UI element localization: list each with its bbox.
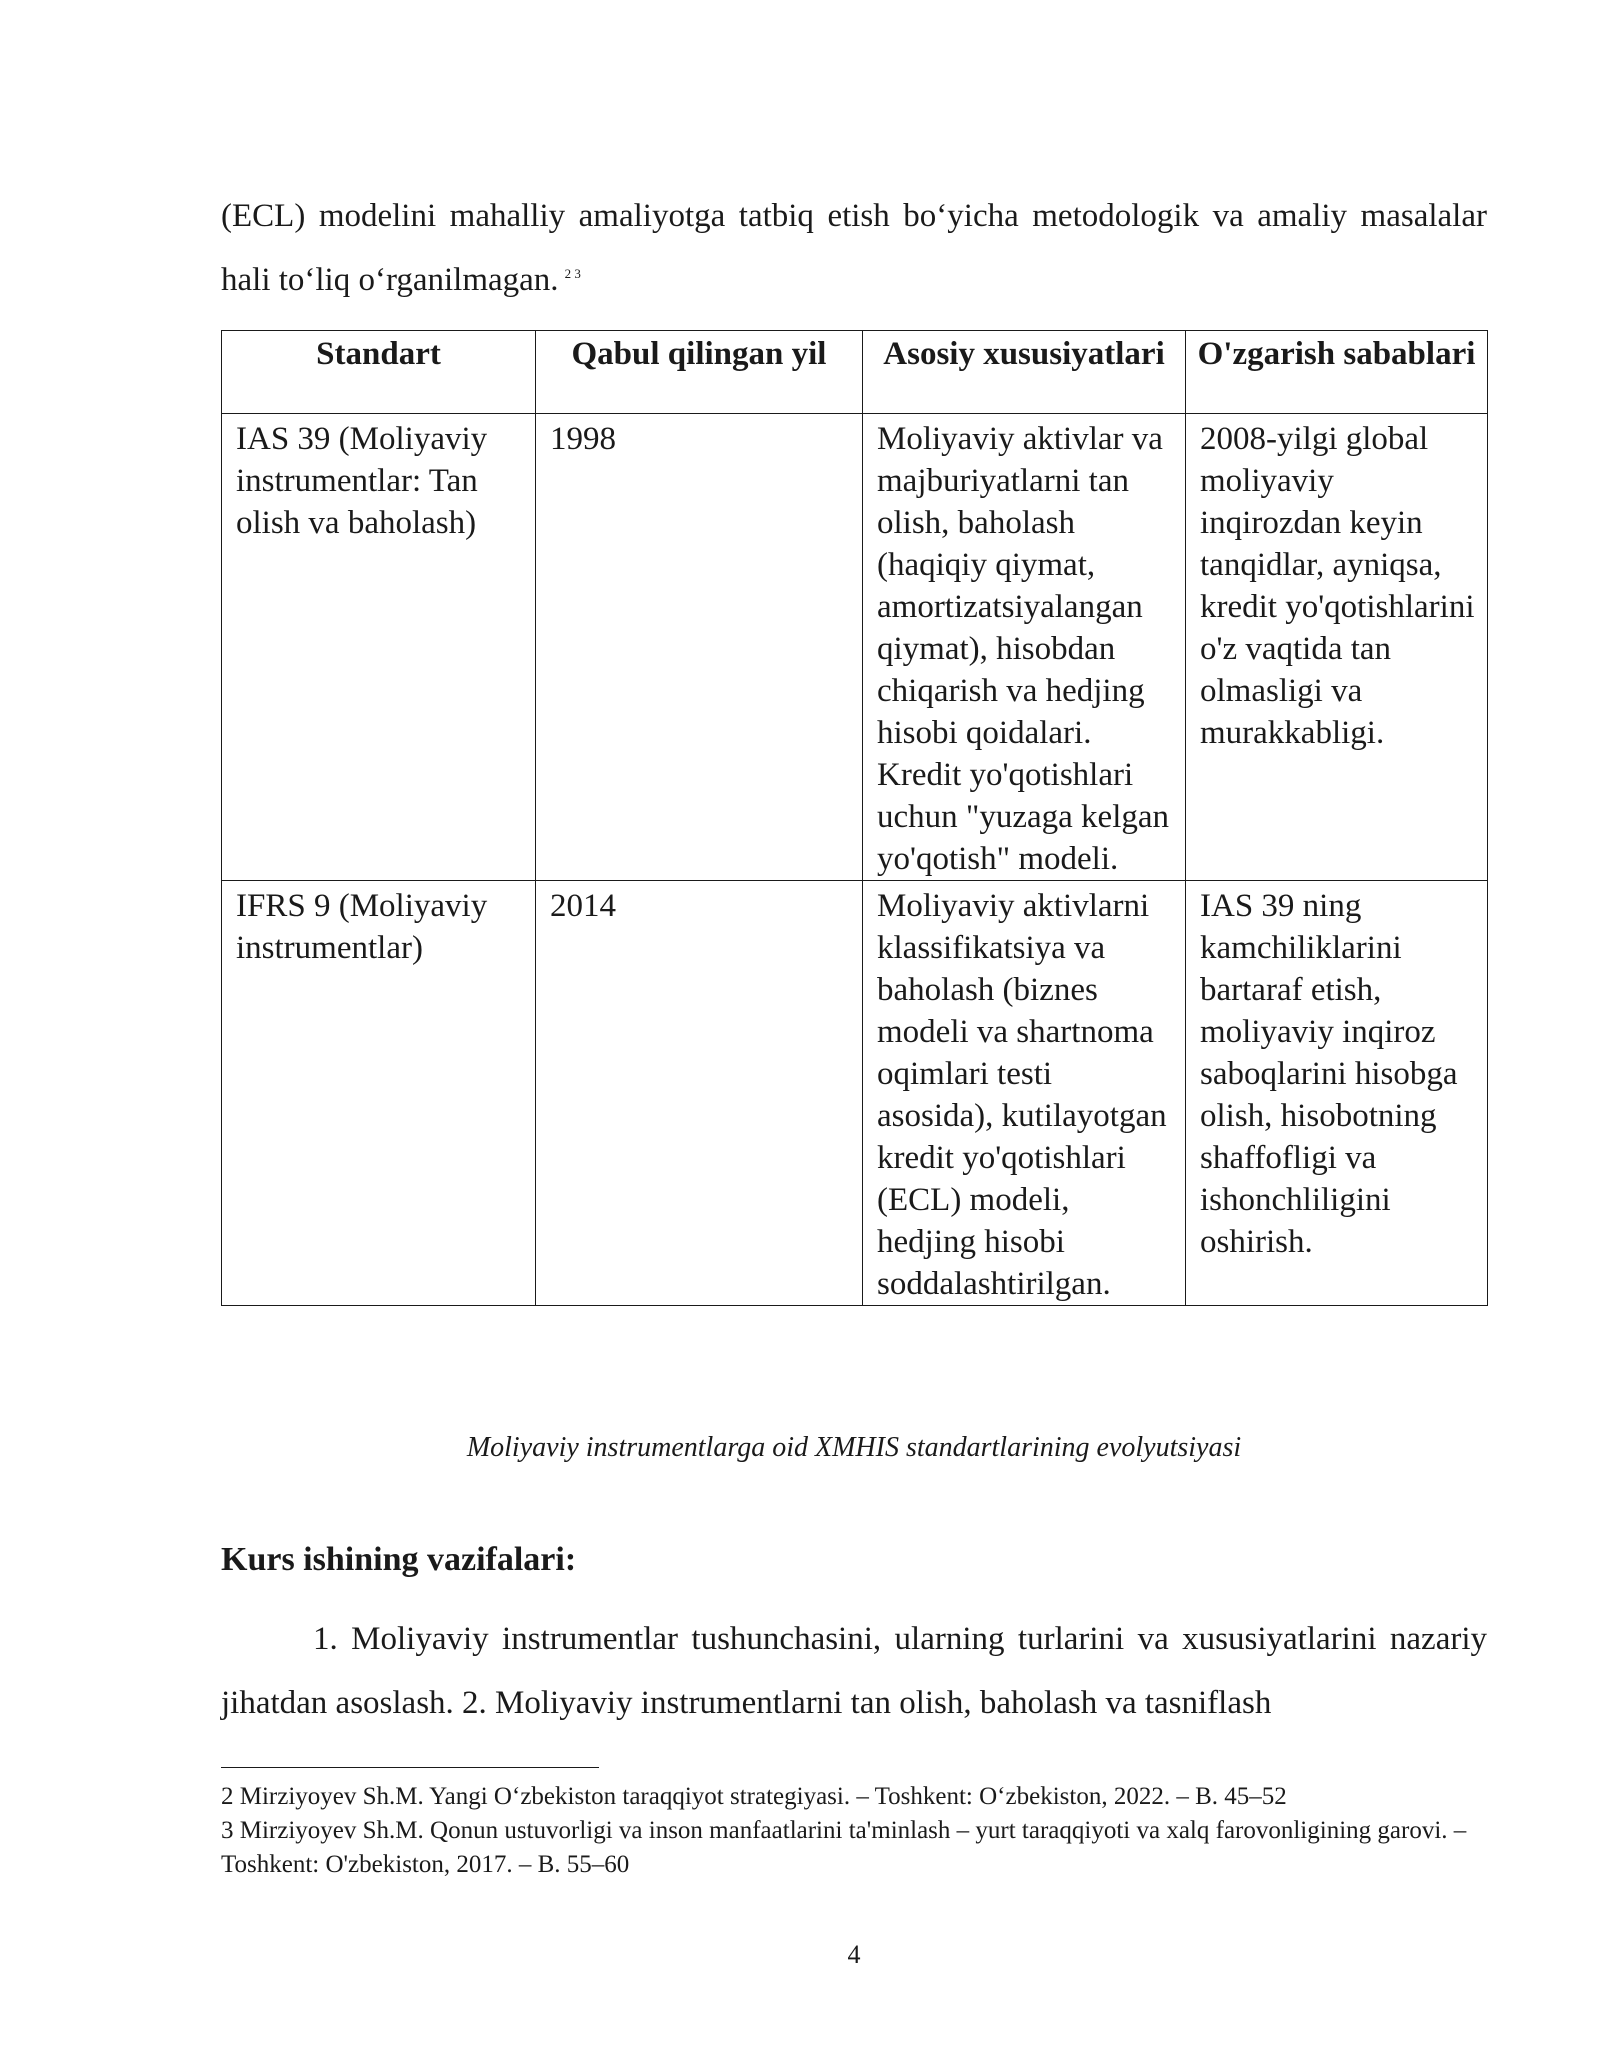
- tasks-paragraph: 1. Moliyaviy instrumentlar tushunchasini, ularning turlarini va xususiyatlarini nazariy jihatdan asoslash. 2. Moliyaviy instrumentlarni tan olish, baholash va tasniflash: [221, 1621, 1487, 1721]
- cell-reasons: IAS 39 ning kamchiliklarini bartaraf etish, moliyaviy inqiroz saboqlarini hisobga olish, hisobotning shaffofligi va ishonchliligini oshirish.: [1186, 881, 1488, 1306]
- intro-paragraph: [221, 184, 1487, 312]
- cell-standard: IFRS 9 (Moliyaviy instrumentlar): [222, 881, 536, 1306]
- cell-features: Moliyaviy aktivlarni klassifikatsiya va baholash (biznes modeli va shartnoma oqimlari testi asosida), kutilayotgan kredit yo'qotishlari (ECL) modeli, hedjing hisobi soddalashtirilgan.: [863, 881, 1186, 1306]
- footnote-item: 3 Mirziyoyev Sh.M. Qonun ustuvorligi va inson manfaatlarini ta'minlash – yurt taraqqiyoti va xalq farovonligining garovi. – Toshkent: O'zbekiston, 2017. – B. 55–60: [221, 1817, 1467, 1878]
- table-caption: Moliyaviy instrumentlarga oid XMHIS standartlarining evolyutsiyasi: [466, 1432, 1242, 1463]
- footnote-separator: [221, 1767, 599, 1768]
- footnotes: [221, 1780, 1487, 1882]
- cell-reasons: 2008-yilgi global moliyaviy inqirozdan keyin tanqidlar, ayniqsa, kredit yo'qotishlarini o'z vaqtida tan olmasligi va murakkabligi.: [1186, 414, 1488, 881]
- cell-year: 2014: [536, 881, 863, 1306]
- footnote-item: 2 Mirziyoyev Sh.M. Yangi O‘zbekiston taraqqiyot strategiyasi. – Toshkent: O‘zbekiston, 2022. – B. 45–52: [221, 1783, 1287, 1810]
- table-row: [222, 881, 1488, 1306]
- cell-standard: IAS 39 (Moliyaviy instrumentlar: Tan olish va baholash): [222, 414, 536, 881]
- table-header-row: [222, 331, 1488, 414]
- footnote-references: 2 3: [564, 266, 581, 281]
- standards-table: [221, 330, 1488, 1306]
- cell-features: Moliyaviy aktivlar va majburiyatlarni tan olish, baholash (haqiqiy qiymat, amortizatsiyalangan qiymat), hisobdan chiqarish va hedjing hisobi qoidalari. Kredit yo'qotishlari uchun "yuzaga kelgan yo'qotish" modeli.: [863, 414, 1186, 881]
- cell-year: 1998: [536, 414, 863, 881]
- table-row: [222, 414, 1488, 881]
- header-standard: Standart: [222, 331, 536, 414]
- header-reasons: O'zgarish sabablari: [1186, 331, 1488, 414]
- header-features: Asosiy xususiyatlari: [863, 331, 1186, 414]
- section-heading: Kurs ishining vazifalari:: [221, 1541, 577, 1578]
- header-year: Qabul qilingan yil: [536, 331, 863, 414]
- page-number: 4: [847, 1940, 861, 1969]
- intro-text: (ECL) modelini mahalliy amaliyotga tatbiq etish bo‘yicha metodologik va amaliy masalalar hali to‘liq o‘rganilmagan.: [221, 198, 1487, 298]
